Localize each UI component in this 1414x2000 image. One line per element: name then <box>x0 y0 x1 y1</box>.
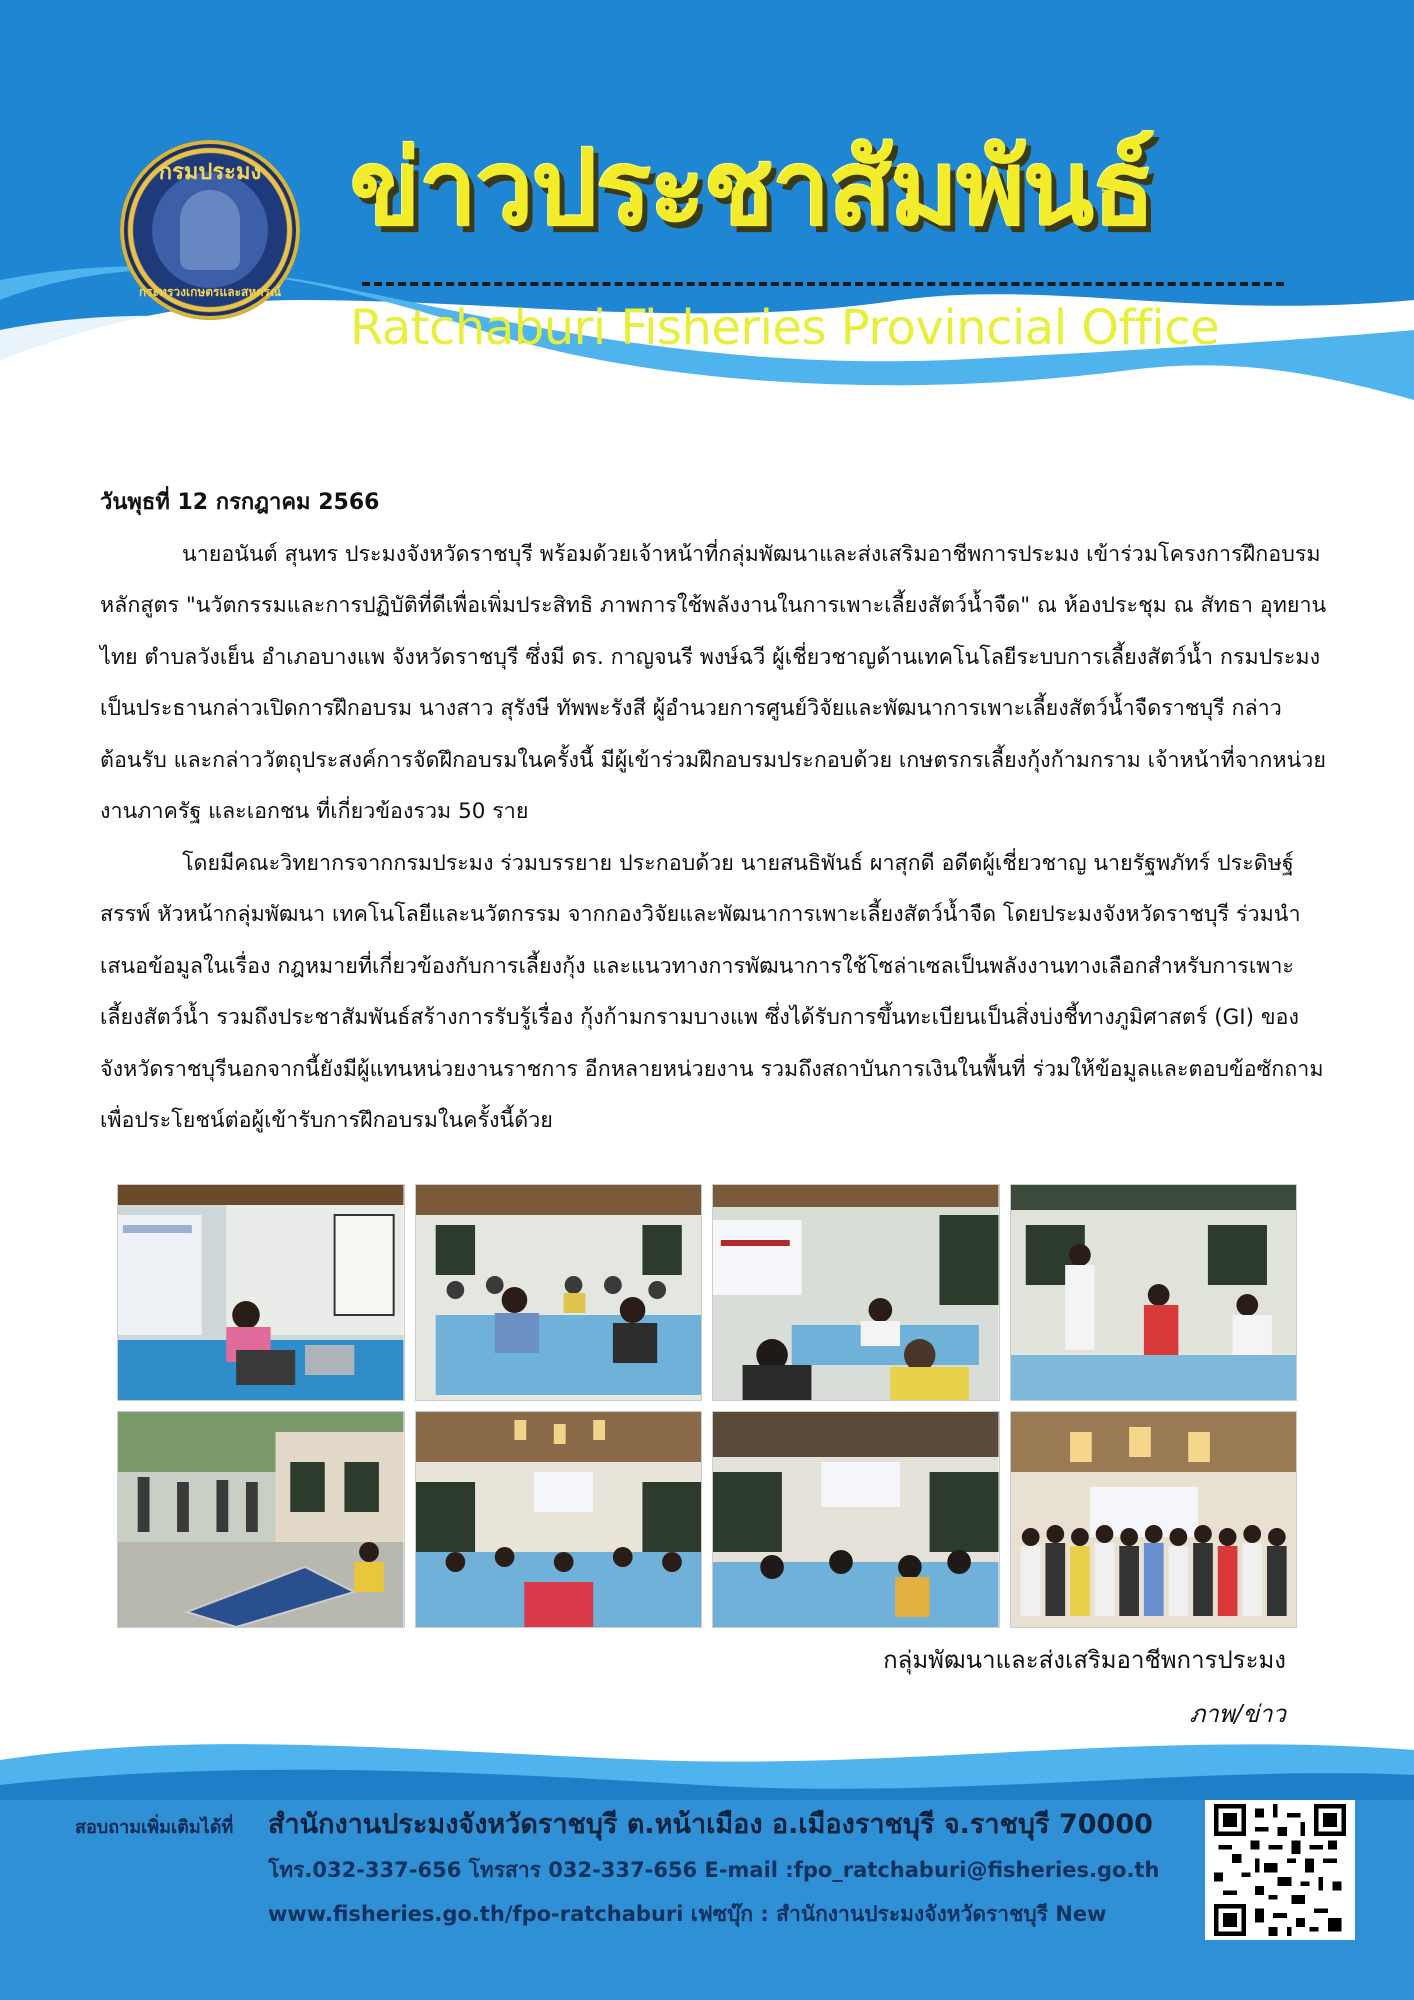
photo-panel-table <box>415 1184 703 1401</box>
office-address: สำนักงานประมงจังหวัดราชบุรี ต.หน้าเมือง อ.เมืองราชบุรี จ.ราชบุรี 70000 <box>268 1809 1153 1840</box>
footer-background <box>0 1690 1414 2000</box>
photo-hall-audience <box>415 1411 703 1628</box>
qr-code-icon <box>1205 1800 1355 1940</box>
photo-group-photo <box>1010 1411 1298 1628</box>
article-date: วันพุธที่ 12 กรกฎาคม 2566 <box>100 490 380 515</box>
logo-top-text: กรมประมง <box>158 160 262 185</box>
photo-discussion <box>1010 1184 1298 1401</box>
article-paragraph-1: นายอนันต์ สุนทร ประมงจังหวัดราชบุรี พร้อมด้วยเจ้าหน้าที่กลุ่มพัฒนาและส่งเสริมอาชีพการประมง เข้าร่วมโครงการฝึกอบรมหลักสูตร "นวัตกรรมและการปฏิบัติที่ดีเพื่อเพิ่มประสิทธิ ภาพการใช้พลังงานในการเพาะเลี้ยงสัตว์น้ำจืด" ณ ห้องประชุม ณ สัทธา อุทยานไทย ตำบลวังเย็น อำเภอบางแพ จังหวัดราชบุรี ซึ่งมี ดร. กาญจนรี พงษ์ฉวี ผู้เชี่ยวชาญด้านเทคโนโลยีระบบการเลี้ยงสัตว์น้ำ กรมประมง เป็นประธานกล่าวเปิดการฝึกอบรม นางสาว สุรังษี ทัพพะรังสี ผู้อำนวยการศูนย์วิจัยและพัฒนาการเพาะเลี้ยงสัตว์น้ำจืดราชบุรี กล่าวต้อนรับ และกล่าววัตถุประสงค์การจัดฝึกอบรมในครั้งนี้ มีผู้เข้าร่วมฝึกอบรมประกอบด้วย เกษตรกรเลี้ยงกุ้งก้ามกราม เจ้าหน้าที่จากหน่วยงานภาครัฐ และเอกชน ที่เกี่ยวข้องรวม 50 ราย <box>100 541 1327 824</box>
logo-emblem-figure <box>180 190 240 270</box>
inquiry-label: สอบถามเพิ่มเติมได้ที่ <box>75 1817 234 1838</box>
article-body <box>100 477 1330 1147</box>
photo-solar-panel-site <box>117 1411 405 1628</box>
credit-role: ภาพ/ข่าว <box>1189 1700 1286 1728</box>
logo-bottom-text: กระทรวงเกษตรและสหกรณ์ <box>138 285 282 299</box>
photo-grid <box>117 1184 1297 1628</box>
fisheries-department-logo <box>120 140 300 320</box>
title-divider <box>362 282 1284 286</box>
photo-audience-rear <box>712 1411 1000 1628</box>
page-title-english: Ratchaburi Fisheries Provincial Office <box>350 300 1220 356</box>
photo-presenter-at-laptop <box>117 1184 405 1401</box>
contact-website-facebook: www.fisheries.go.th/fpo-ratchaburi เฟซบุ๊ก : สำนักงานประมงจังหวัดราชบุรี New <box>268 1902 1107 1926</box>
article-paragraph-2: โดยมีคณะวิทยากรจากกรมประมง ร่วมบรรยาย ประกอบด้วย นายสนธิพันธ์ ผาสุกดี อดีตผู้เชี่ยวชาญ นายรัฐพภัทร์ ประดิษฐ์สรรพ์ หัวหน้ากลุ่มพัฒนา เทคโนโลยีและนวัตกรรม จากกองวิจัยและพัฒนาการเพาะเลี้ยงสัตว์น้ำจืด โดยประมงจังหวัดราชบุรี ร่วมนำเสนอข้อมูลในเรื่อง กฎหมายที่เกี่ยวข้องกับการเลี้ยงกุ้ง และแนวทางการพัฒนาการใช้โซล่าเซลเป็นพลังงานทางเลือกสำหรับการเพาะเลี้ยงสัตว์น้ำ รวมถึงประชาสัมพันธ์สร้างการรับรู้เรื่อง กุ้งก้ามกรามบางแพ ซึ่งได้รับการขึ้นทะเบียนเป็นสิ่งบ่งชี้ทางภูมิศาสตร์ (GI) ของจังหวัดราชบุรีนอกจากนี้ยังมีผู้แทนหน่วยงานราชการ อีกหลายหน่วยงาน รวมถึงสถาบันการเงินในพื้นที่ ร่วมให้ข้อมูลและตอบข้อซักถามเพื่อประโยชน์ต่อผู้เข้ารับการฝึกอบรมในครั้งนี้ด้วย <box>100 850 1324 1133</box>
contact-phone-email: โทร.032-337-656 โทรสาร 032-337-656 E-mail :fpo_ratchaburi@fisheries.go.th <box>268 1858 1160 1882</box>
credit-group: กลุ่มพัฒนาและส่งเสริมอาชีพการประมง <box>883 1646 1286 1674</box>
page-title-thai: ข่าวประชาสัมพันธ์ <box>350 127 1154 249</box>
photo-opening-speech <box>712 1184 1000 1401</box>
